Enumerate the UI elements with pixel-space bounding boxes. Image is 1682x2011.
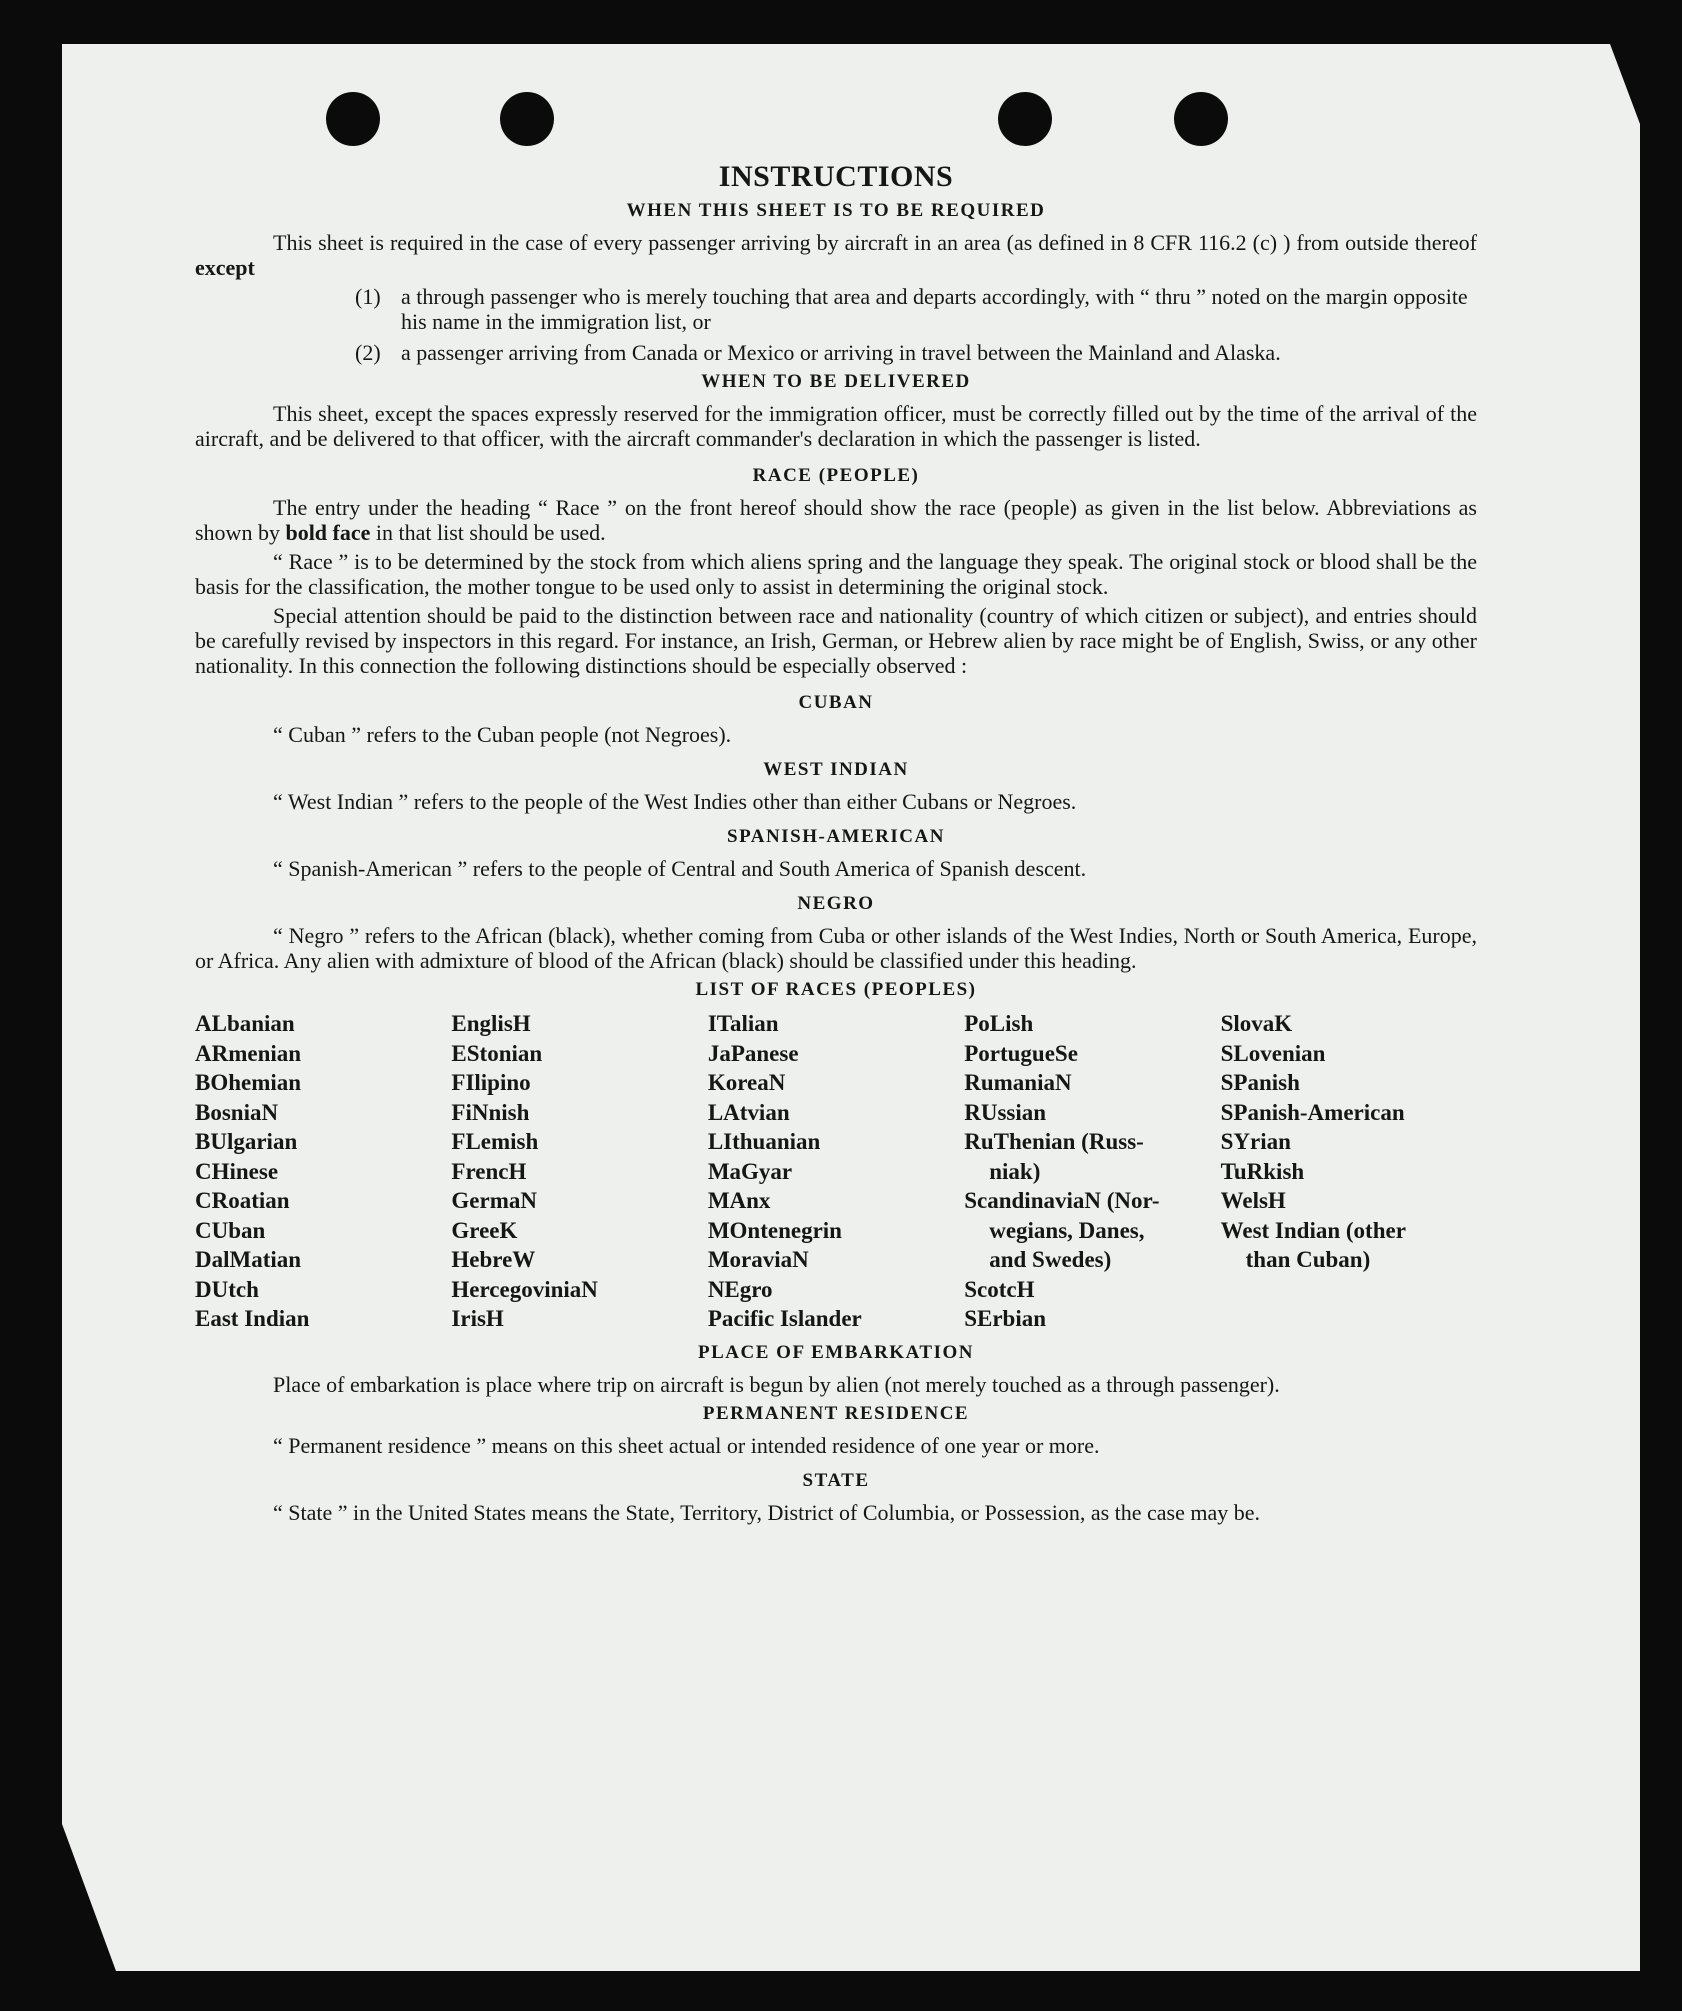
race-entry: West Indian (other	[1220, 1217, 1406, 1243]
race-entry: SYrian	[1220, 1129, 1291, 1154]
race-entry: PoLish	[964, 1011, 1034, 1036]
section-heading-negro: NEGRO	[797, 893, 875, 914]
race-entry: FrencH	[451, 1158, 527, 1184]
race-entry: BosniaN	[195, 1099, 279, 1125]
race-entry: EnglisH	[451, 1011, 531, 1036]
section-heading-when-delivered: WHEN TO BE DELIVERED	[701, 371, 971, 392]
race-entry-continuation: than Cuban)	[1245, 1247, 1371, 1272]
races-column-1	[195, 1009, 451, 1334]
section-heading-spanish-american: SPANISH-AMERICAN	[727, 826, 945, 847]
race-entry: SErbian	[964, 1306, 1047, 1331]
race-entry: PortugueSe	[964, 1040, 1078, 1066]
race-entry: CRoatian	[195, 1188, 290, 1213]
race-entry: KoreaN	[707, 1070, 786, 1095]
punch-hole	[998, 92, 1052, 146]
section-heading-race: RACE (PEOPLE)	[752, 465, 920, 486]
when-delivered-text: This sheet, except the spaces expressly reserved for the immigration officer, must be correctly filled out by the time of the arrival of the aircraft, and be delivered to that officer, with the aircraft commander's declaration in which the passenger is listed.	[195, 401, 1477, 451]
race-paragraph-2: “ Race ” is to be determined by the stock from which aliens spring and the language they speak. The original stock or blood shall be the basis for the classification, the mother tongue to be used only to assist in determining the original stock.	[195, 549, 1477, 599]
race-paragraph-3: Special attention should be paid to the distinction between race and nationality (country of which citizen or subject), and entries should be carefully revised by inspectors in this regard. For instance, an Irish, German, or Hebrew alien by race might be of English, Swiss, or any other nationality. In this connection the following distinctions should be especially observed :	[195, 603, 1477, 678]
permanent-residence-text: “ Permanent residence ” means on this sheet actual or intended residence of one year or more.	[273, 1432, 1100, 1458]
cuban-text: “ Cuban ” refers to the Cuban people (not Negroes).	[273, 722, 732, 747]
race-entry: MOntenegrin	[707, 1217, 842, 1243]
section-heading-west-indian: WEST INDIAN	[763, 759, 909, 780]
race-entry: WelsH	[1220, 1188, 1286, 1213]
race-entry: ScotcH	[964, 1276, 1035, 1302]
race-entry: MaGyar	[707, 1158, 793, 1184]
embarkation-text: Place of embarkation is place where trip on aircraft is begun by alien (not merely touched as a through passenger).	[273, 1371, 1280, 1397]
race-entry-continuation: and Swedes)	[989, 1247, 1112, 1272]
race-entry: SLovenian	[1220, 1040, 1326, 1066]
race-entry: JaPanese	[707, 1040, 799, 1066]
instructions-content	[195, 160, 1477, 1529]
race-entry: NEgro	[707, 1276, 773, 1302]
race-entry: IrisH	[451, 1306, 504, 1331]
races-column-2	[451, 1009, 707, 1334]
race-entry: HebreW	[451, 1247, 536, 1272]
race-entry: SPanish	[1220, 1070, 1300, 1095]
races-column-4	[964, 1009, 1220, 1334]
race-entry-continuation: wegians, Danes,	[989, 1217, 1145, 1243]
race-paragraph-1: The entry under the heading “ Race ” on the front hereof should show the race (people) as given in the list below. Abbreviations as shown by bold face in that list should be used.	[195, 495, 1477, 545]
race-entry: FIlipino	[451, 1070, 531, 1095]
race-entry: CUban	[195, 1217, 266, 1243]
race-entry: ITalian	[707, 1011, 779, 1036]
race-entry: Pacific Islander	[707, 1306, 862, 1331]
state-text: “ State ” in the United States means the State, Territory, District of Columbia, or Possession, as the case may be.	[273, 1499, 1261, 1525]
race-entry: ScandinaviaN (Nor-	[964, 1188, 1160, 1213]
section-heading-permanent-residence: PERMANENT RESIDENCE	[702, 1402, 970, 1424]
race-entry: RUssian	[964, 1099, 1047, 1125]
when-required-text: This sheet is required in the case of every passenger arriving by aircraft in an area (as defined in 8 CFR 116.2 (c) ) from outside thereof except	[195, 230, 1477, 280]
race-entry: RumaniaN	[964, 1070, 1072, 1095]
race-entry: DalMatian	[195, 1247, 302, 1272]
punch-hole	[1174, 92, 1228, 146]
section-heading-embarkation: PLACE OF EMBARKATION	[698, 1341, 974, 1363]
race-entry: CHinese	[195, 1158, 279, 1184]
race-entry: FLemish	[451, 1129, 539, 1154]
races-list	[195, 1009, 1477, 1334]
spanish-american-text: “ Spanish-American ” refers to the people of Central and South America of Spanish descent.	[273, 856, 1087, 881]
race-entry-continuation: niak)	[989, 1158, 1041, 1184]
section-heading-state: STATE	[802, 1469, 870, 1491]
race-entry: FiNnish	[451, 1099, 530, 1125]
race-entry: LAtvian	[707, 1099, 790, 1125]
race-entry: MAnx	[707, 1188, 771, 1213]
section-heading-when-required: WHEN THIS SHEET IS TO BE REQUIRED	[626, 200, 1046, 221]
races-column-5	[1221, 1009, 1477, 1334]
race-entry: MoraviaN	[707, 1247, 809, 1272]
race-entry: TuRkish	[1220, 1158, 1305, 1184]
race-entry: ALbanian	[195, 1011, 295, 1036]
race-entry: HercegoviniaN	[451, 1276, 598, 1302]
race-entry: BOhemian	[195, 1070, 302, 1095]
race-entry: SPanish-American	[1220, 1099, 1405, 1125]
section-heading-cuban: CUBAN	[798, 692, 874, 713]
race-entry: DUtch	[195, 1276, 259, 1302]
negro-text: “ Negro ” refers to the African (black), whether coming from Cuba or other islands of the West Indies, North or South America, Europe, or Africa. Any alien with admixture of blood of the African (black) should be classified under this heading.	[195, 923, 1477, 973]
race-entry: GermaN	[451, 1188, 537, 1213]
section-heading-list-of-races: LIST OF RACES (PEOPLES)	[695, 979, 977, 1000]
race-entry: GreeK	[451, 1217, 518, 1243]
west-indian-text: “ West Indian ” refers to the people of the West Indies other than either Cubans or Negroes.	[273, 789, 1077, 814]
race-entry: ARmenian	[195, 1040, 302, 1066]
race-entry: LIthuanian	[707, 1129, 821, 1154]
page-title: INSTRUCTIONS	[718, 160, 954, 193]
race-entry: BUlgarian	[195, 1129, 298, 1154]
race-entry: RuThenian (Russ-	[964, 1129, 1144, 1154]
races-column-3	[708, 1009, 964, 1334]
race-entry: EStonian	[451, 1040, 543, 1066]
race-entry: East Indian	[195, 1306, 310, 1331]
punch-hole	[500, 92, 554, 146]
exception-item: (2) a passenger arriving from Canada or Mexico or arriving in travel between the Mainland and Alaska.	[355, 340, 1281, 365]
punch-hole	[326, 92, 380, 146]
exception-item: (1) a through passenger who is merely touching that area and departs accordingly, with “ thru ” noted on the margin opposite his name in the immigration list, or	[355, 284, 1468, 334]
race-entry: SlovaK	[1220, 1011, 1293, 1036]
